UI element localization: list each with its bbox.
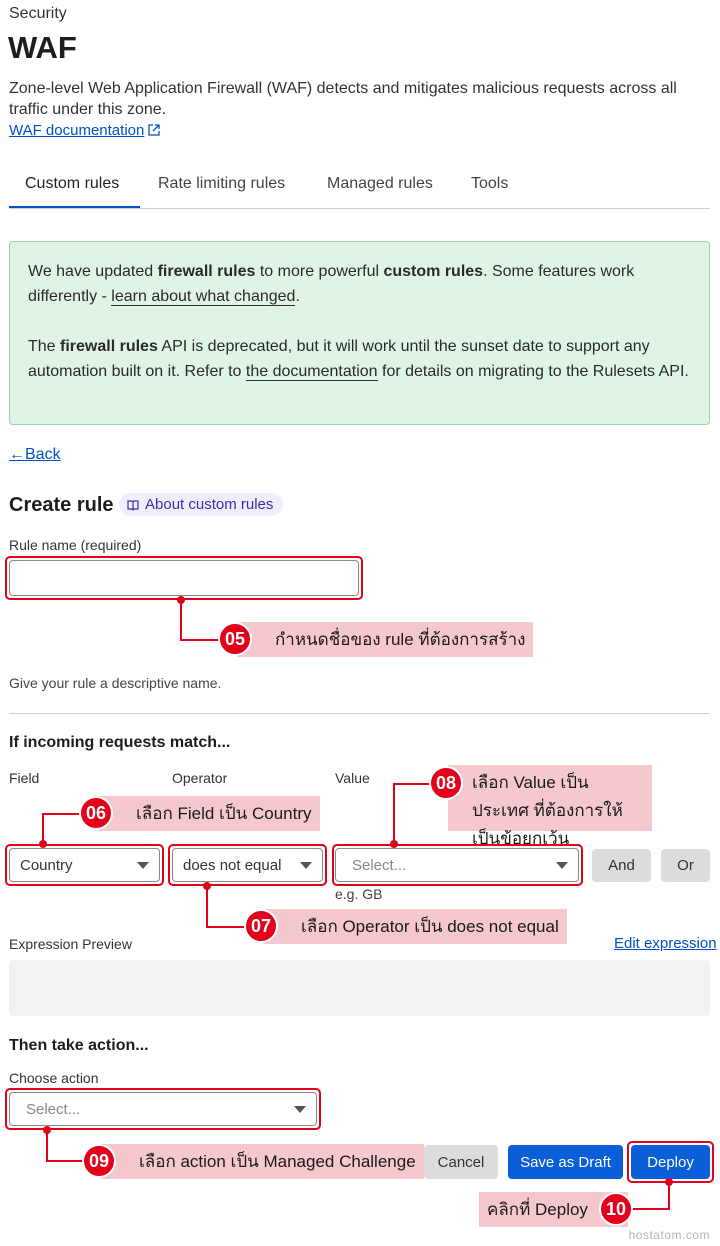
operator-label: Operator xyxy=(172,770,228,786)
arrow-left-icon: ← xyxy=(9,446,25,463)
notice-paragraph-2: The firewall rules API is deprecated, but it will work until the sunset date to support any automation built on it. Refer to the documentation for details on migrating to the Rulesets API. xyxy=(28,338,689,380)
cancel-button[interactable]: Cancel xyxy=(424,1145,498,1179)
highlight-action-select xyxy=(5,1088,321,1130)
learn-what-changed-link[interactable]: learn about what changed xyxy=(111,288,296,305)
annotation-05-note: กำหนดชื่อของ rule ที่ต้องการสร้าง xyxy=(237,622,533,657)
operator-select-value: does not equal xyxy=(183,856,282,874)
the-documentation-link[interactable]: the documentation xyxy=(245,363,378,380)
page-description: Zone-level Web Application Firewall (WAF) detects and mitigates malicious requests across all traffic under this zone. xyxy=(9,80,677,118)
tab-bar xyxy=(9,160,710,209)
book-icon xyxy=(127,499,139,511)
action-section-title: Then take action... xyxy=(9,1037,149,1054)
highlight-rule-name xyxy=(5,556,363,600)
create-rule-title: Create rule xyxy=(9,494,114,516)
annotation-dot xyxy=(39,840,47,848)
expression-preview-label: Expression Preview xyxy=(9,936,132,952)
waf-documentation-link[interactable] xyxy=(9,122,160,139)
rule-name-label: Rule name (required) xyxy=(9,537,142,553)
tab-tools[interactable]: Tools xyxy=(471,175,509,192)
back-label: Back xyxy=(25,446,61,463)
match-section-title: If incoming requests match... xyxy=(9,734,231,751)
annotation-09-badge: 09 xyxy=(82,1144,116,1178)
annotation-line xyxy=(180,600,182,640)
annotation-08-badge: 08 xyxy=(429,766,463,800)
expression-preview-box xyxy=(9,960,710,1016)
highlight-field-select xyxy=(5,844,164,886)
field-select-value: Country xyxy=(20,856,73,874)
annotation-08-note: เลือก Value เป็นประเทศ ที่ต้องการให้เป็นข้อยกเว้น xyxy=(448,765,652,831)
annotation-line xyxy=(206,886,208,927)
page-title: WAF xyxy=(8,30,77,65)
annotation-line xyxy=(393,783,433,785)
annotation-line xyxy=(630,1208,670,1210)
annotation-line xyxy=(46,1160,86,1162)
rule-name-hint: Give your rule a descriptive name. xyxy=(9,675,222,691)
waf-documentation-label: WAF documentation xyxy=(9,122,145,139)
back-link[interactable] xyxy=(9,446,61,464)
value-label: Value xyxy=(335,770,370,786)
tab-managed-rules[interactable]: Managed rules xyxy=(327,175,433,192)
tab-custom-rules[interactable]: Custom rules xyxy=(25,175,120,192)
annotation-05-badge: 05 xyxy=(218,622,252,656)
highlight-deploy-button xyxy=(627,1141,714,1183)
value-hint: e.g. GB xyxy=(335,886,383,902)
external-link-icon xyxy=(148,124,160,136)
or-button[interactable]: Or xyxy=(661,849,710,882)
annotation-line xyxy=(393,784,395,845)
breadcrumb: Security xyxy=(9,5,67,22)
edit-expression-link[interactable]: Edit expression xyxy=(614,935,717,952)
deploy-button[interactable]: Deploy xyxy=(631,1145,710,1179)
notice-paragraph-1: We have updated firewall rules to more powerful custom rules. Some features work differently - learn about what changed. xyxy=(28,263,635,305)
notice-banner xyxy=(9,241,710,425)
about-custom-rules-link[interactable] xyxy=(119,493,283,516)
annotation-06-note: เลือก Field เป็น Country xyxy=(98,796,320,831)
tab-rate-limiting-rules[interactable]: Rate limiting rules xyxy=(158,175,286,192)
about-custom-rules-label: About custom rules xyxy=(145,496,274,513)
annotation-06-badge: 06 xyxy=(79,796,113,830)
field-label: Field xyxy=(9,770,40,786)
annotation-line xyxy=(668,1182,670,1209)
and-button[interactable]: And xyxy=(592,849,651,882)
annotation-07-badge: 07 xyxy=(244,909,278,943)
highlight-operator-select xyxy=(168,844,327,886)
save-as-draft-button[interactable]: Save as Draft xyxy=(508,1145,623,1179)
annotation-dot xyxy=(390,840,398,848)
annotation-line xyxy=(46,1130,48,1161)
annotation-10-badge: 10 xyxy=(599,1192,633,1226)
annotation-10-note: คลิกที่ Deploy xyxy=(479,1192,628,1227)
annotation-09-note: เลือก action เป็น Managed Challenge xyxy=(101,1144,424,1179)
watermark: hostatom.com xyxy=(628,1228,710,1242)
section-divider xyxy=(9,713,710,714)
active-tab-indicator xyxy=(9,206,140,208)
value-select-placeholder: Select... xyxy=(352,856,407,874)
annotation-07-note: เลือก Operator เป็น does not equal xyxy=(263,909,567,944)
choose-action-label: Choose action xyxy=(9,1070,99,1086)
action-select-placeholder: Select... xyxy=(26,1100,81,1118)
